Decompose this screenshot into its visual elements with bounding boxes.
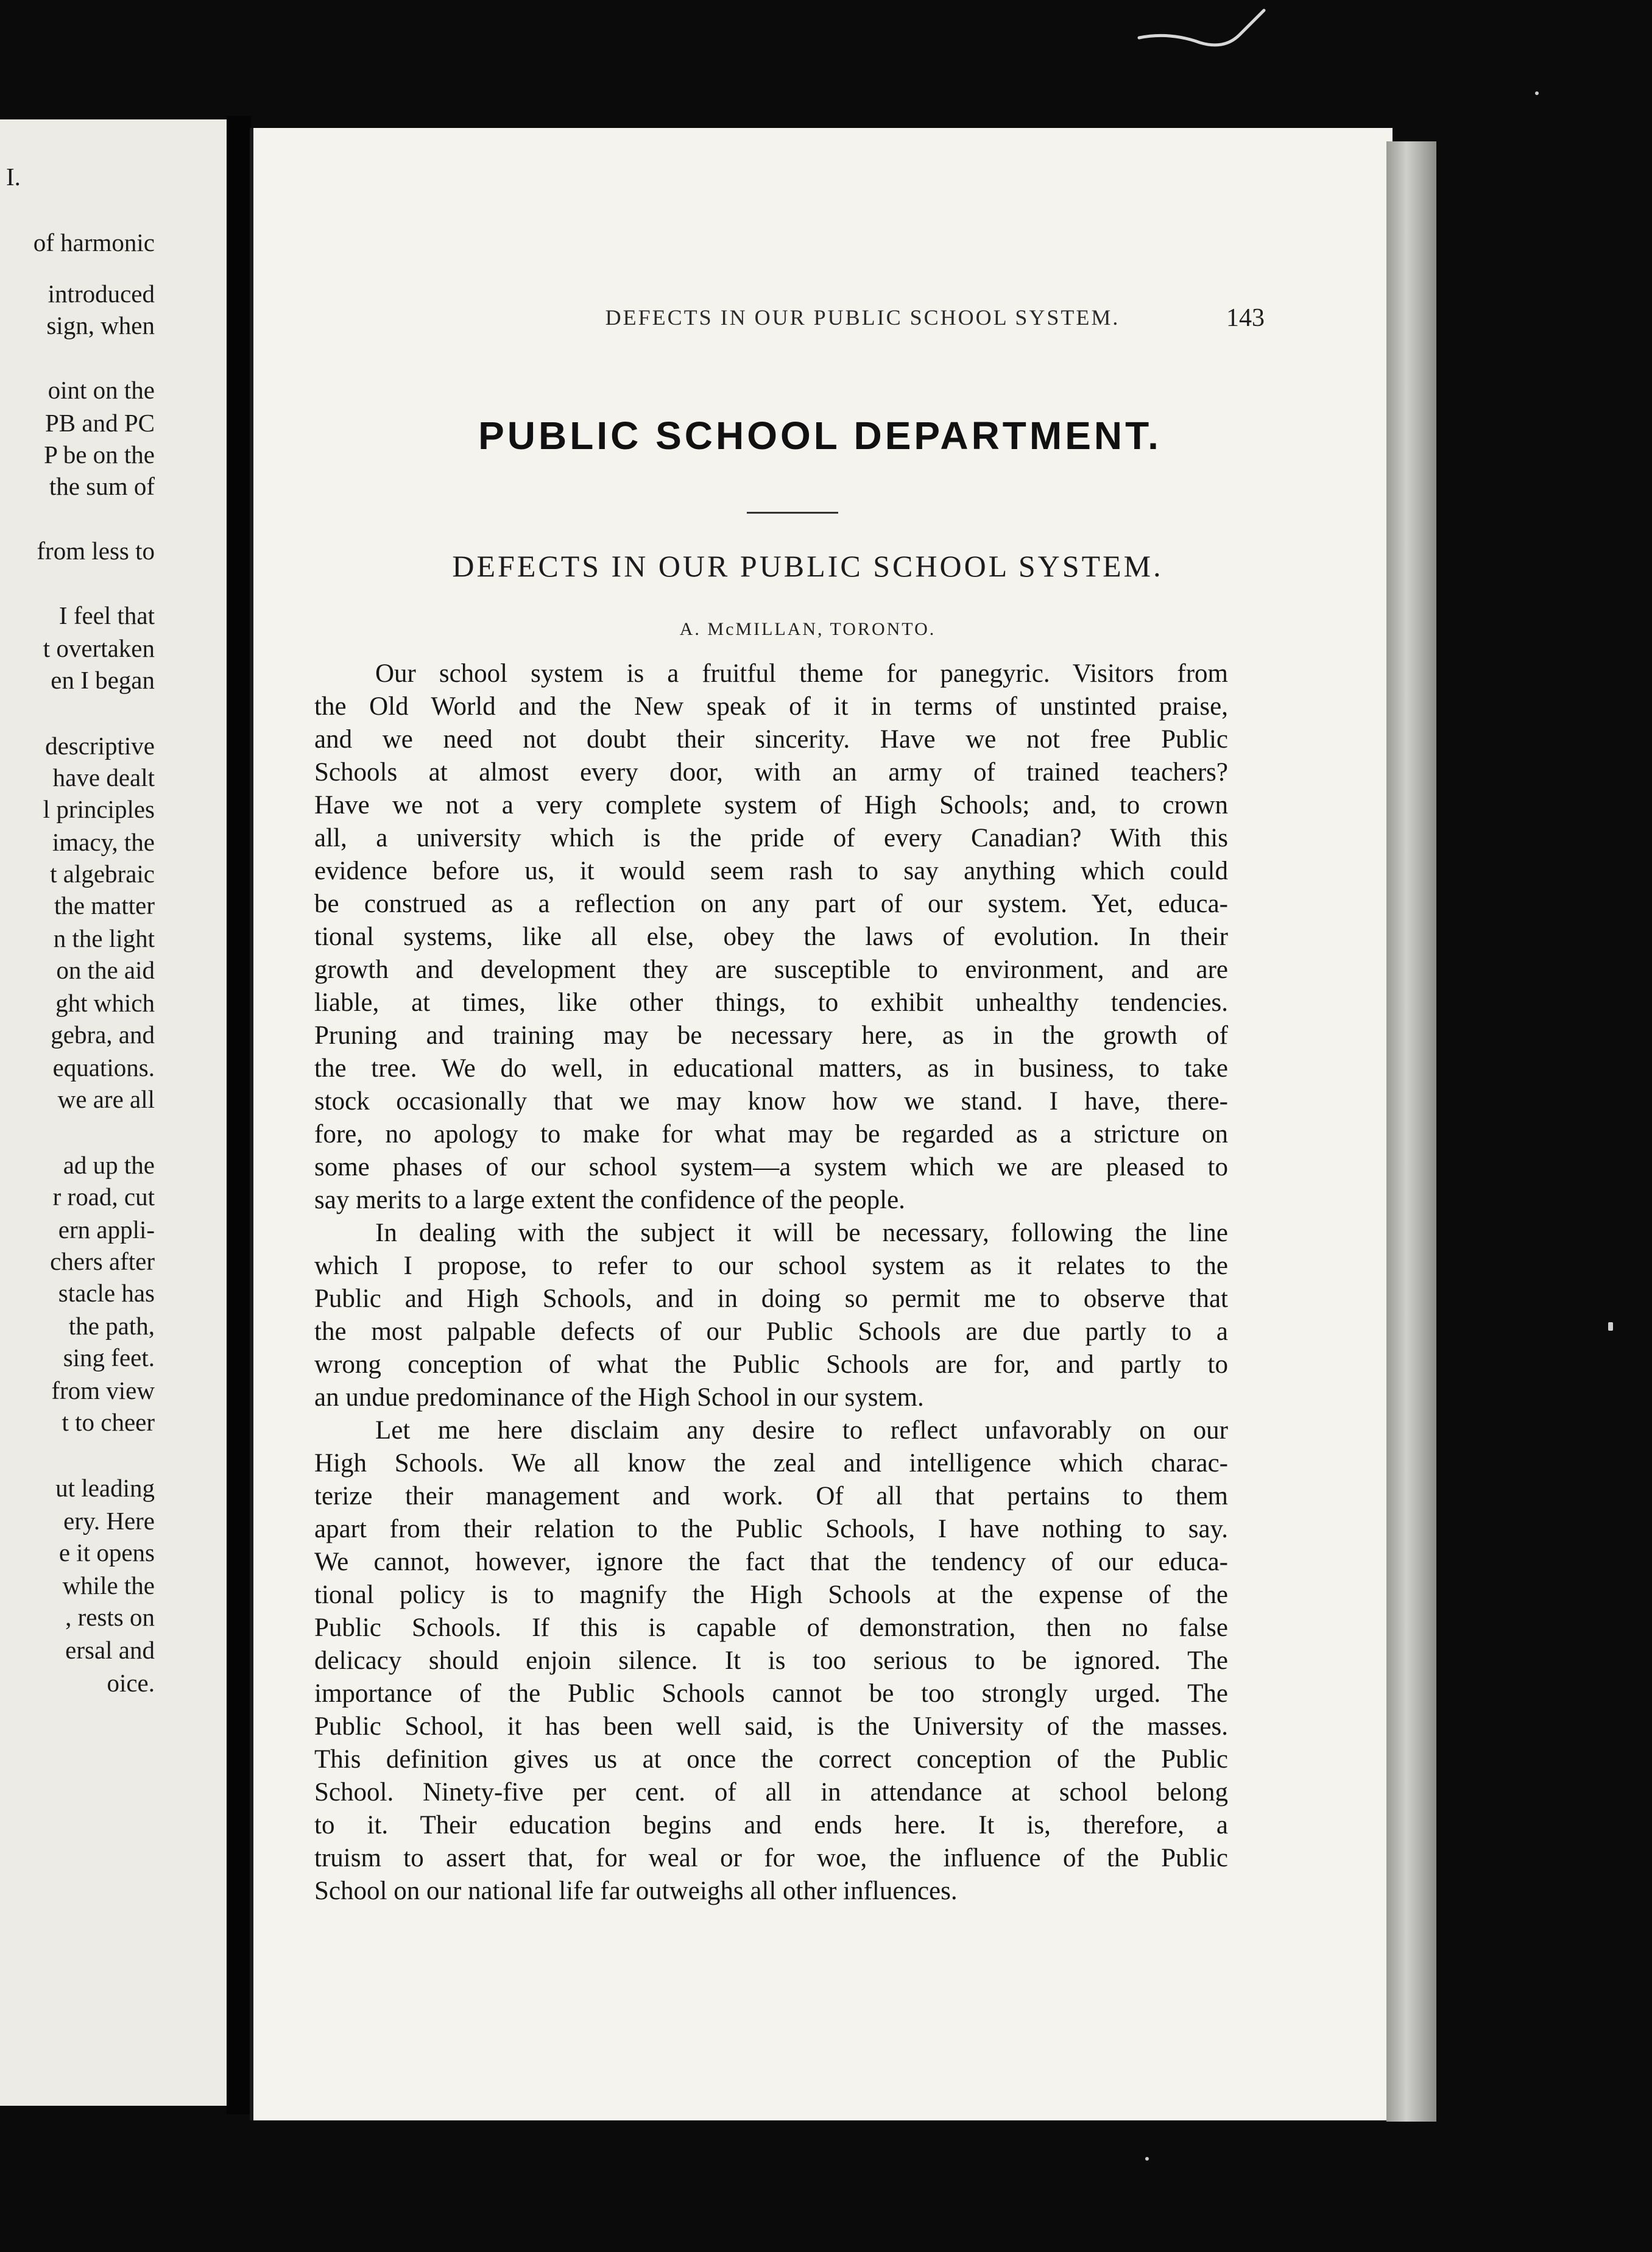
left-page-line: from less to <box>37 537 155 565</box>
left-page-line: ut leading <box>55 1474 155 1502</box>
body-line: an undue predominance of the High School in our system. <box>314 1383 924 1412</box>
body-line: Pruning and training may be necessary here, as in the growth of <box>314 1021 1228 1050</box>
left-page-line: l principles <box>43 795 155 823</box>
body-line: fore, no apology to make for what may be regarded as a stricture on <box>314 1120 1228 1149</box>
body-line: say merits to a large extent the confidence of the people. <box>314 1186 905 1214</box>
left-page-line: sign, when <box>46 311 155 339</box>
left-page-line: of harmonic <box>33 228 155 257</box>
left-page-line: t to cheer <box>62 1408 155 1436</box>
author-byline: A. McMILLAN, TORONTO. <box>679 619 936 639</box>
main-page <box>250 128 1393 2120</box>
left-page-line: en I began <box>51 666 155 694</box>
article-body <box>253 128 1393 2120</box>
left-page-line: stacle has <box>58 1279 155 1307</box>
body-line: Public School, it has been well said, is the University of the masses. <box>314 1712 1228 1741</box>
left-page-line: the sum of <box>49 472 155 500</box>
running-head: DEFECTS IN OUR PUBLIC SCHOOL SYSTEM. <box>605 305 1120 330</box>
left-page-line: the path, <box>68 1312 155 1340</box>
body-line: all, a university which is the pride of every Canadian? With this <box>314 824 1228 852</box>
body-line: delicacy should enjoin silence. It is too serious to be ignored. The <box>314 1646 1228 1675</box>
body-line: School on our national life far outweighs all other influences. <box>314 1877 958 1905</box>
body-line: importance of the Public Schools cannot be too strongly urged. The <box>314 1679 1228 1708</box>
dust-speck <box>1145 2157 1149 2161</box>
body-line: stock occasionally that we may know how we stand. I have, there- <box>314 1087 1228 1116</box>
left-page-line: the matter <box>54 891 155 919</box>
body-line: We cannot, however, ignore the fact that the tendency of our educa- <box>314 1548 1228 1576</box>
left-page-line: descriptive <box>45 732 155 760</box>
left-page-line: from view <box>51 1376 155 1404</box>
body-line: School. Ninety-five per cent. of all in attendance at school belong <box>314 1778 1228 1807</box>
body-line: Public and High Schools, and in doing so permit me to observe that <box>314 1284 1228 1313</box>
body-line: Have we not a very complete system of High Schools; and, to crown <box>314 791 1228 820</box>
previous-page-strip <box>0 119 227 2106</box>
left-page-line: sing feet. <box>63 1344 155 1372</box>
left-page-line: imacy, the <box>52 828 155 856</box>
left-page-line: t overtaken <box>43 634 155 662</box>
body-line: truism to assert that, for weal or for woe, the influence of the Public <box>314 1844 1228 1872</box>
body-line: Schools at almost every door, with an army of trained teachers? <box>314 758 1228 787</box>
left-page-line: P be on the <box>44 441 155 469</box>
left-page-line: equations. <box>52 1053 155 1082</box>
left-page-line: t algebraic <box>50 860 155 888</box>
body-line: growth and development they are susceptible to environment, and are <box>314 955 1228 984</box>
body-line: the most palpable defects of our Public Schools are due partly to a <box>314 1317 1228 1346</box>
body-line: tional policy is to magnify the High Schools at the expense of the <box>314 1581 1228 1609</box>
left-page-line: gebra, and <box>51 1021 155 1049</box>
left-page-line: chers after <box>50 1247 155 1275</box>
left-page-line: oice. <box>107 1669 155 1697</box>
book-gutter <box>227 116 251 2114</box>
left-page-line: ery. Here <box>63 1507 155 1535</box>
left-page-line: ght which <box>55 989 155 1017</box>
body-line: tional systems, like all else, obey the laws of evolution. In their <box>314 922 1228 951</box>
left-page-line: ersal and <box>65 1636 155 1664</box>
body-line: and we need not doubt their sincerity. Have we not free Public <box>314 725 1228 754</box>
body-line: some phases of our school system—a system which we are pleased to <box>314 1153 1228 1181</box>
left-page-line: e it opens <box>58 1539 155 1567</box>
left-page-line: ern appli- <box>58 1216 155 1244</box>
left-page-line: ad up the <box>63 1151 155 1179</box>
body-line: Our school system is a fruitful theme for panegyric. Visitors from <box>375 659 1228 688</box>
section-title: PUBLIC SCHOOL DEPARTMENT. <box>478 414 1162 458</box>
body-line: liable, at times, like other things, to exhibit unhealthy tendencies. <box>314 988 1228 1017</box>
left-page-line: n the light <box>53 924 155 952</box>
left-page-line: have dealt <box>52 763 155 791</box>
body-line: the tree. We do well, in educational matters, as in business, to take <box>314 1054 1228 1083</box>
body-line: the Old World and the New speak of it in terms of unstinted praise, <box>314 692 1228 721</box>
body-line: to it. Their education begins and ends here. It is, therefore, a <box>314 1811 1228 1839</box>
page-number: 143 <box>1226 304 1265 332</box>
body-line: wrong conception of what the Public Schools are for, and partly to <box>314 1350 1228 1379</box>
left-page-line: I feel that <box>58 601 155 629</box>
body-line: High Schools. We all know the zeal and intelligence which charac- <box>314 1449 1228 1478</box>
dust-speck <box>1608 1322 1613 1331</box>
article-title: DEFECTS IN OUR PUBLIC SCHOOL SYSTEM. <box>452 549 1163 583</box>
left-page-line: PB and PC <box>45 409 155 437</box>
left-page-line: while the <box>62 1571 155 1599</box>
left-page-line: , rests on <box>65 1603 155 1631</box>
left-page-line: I. <box>6 163 21 191</box>
left-page-line: oint on the <box>48 376 155 404</box>
body-line: Public Schools. If this is capable of demonstration, then no false <box>314 1613 1228 1642</box>
left-page-line: introduced <box>48 280 155 308</box>
pen-mark-icon <box>1133 7 1279 56</box>
body-line: terize their management and work. Of all that pertains to them <box>314 1482 1228 1510</box>
left-page-line: on the aid <box>56 956 155 984</box>
page-stack-edge <box>1386 141 1436 2122</box>
body-line: Let me here disclaim any desire to reflect unfavorably on our <box>375 1416 1228 1445</box>
left-page-line: r road, cut <box>52 1183 155 1211</box>
body-line: This definition gives us at once the correct conception of the Public <box>314 1745 1228 1774</box>
body-line: apart from their relation to the Public Schools, I have nothing to say. <box>314 1515 1228 1543</box>
dust-speck <box>1535 91 1539 95</box>
body-line: evidence before us, it would seem rash to say anything which could <box>314 857 1228 885</box>
body-line: be construed as a reflection on any part of our system. Yet, educa- <box>314 890 1228 918</box>
body-line: which I propose, to refer to our school system as it relates to the <box>314 1252 1228 1280</box>
body-line: In dealing with the subject it will be necessary, following the line <box>375 1219 1228 1247</box>
left-page-line: we are all <box>57 1085 155 1113</box>
